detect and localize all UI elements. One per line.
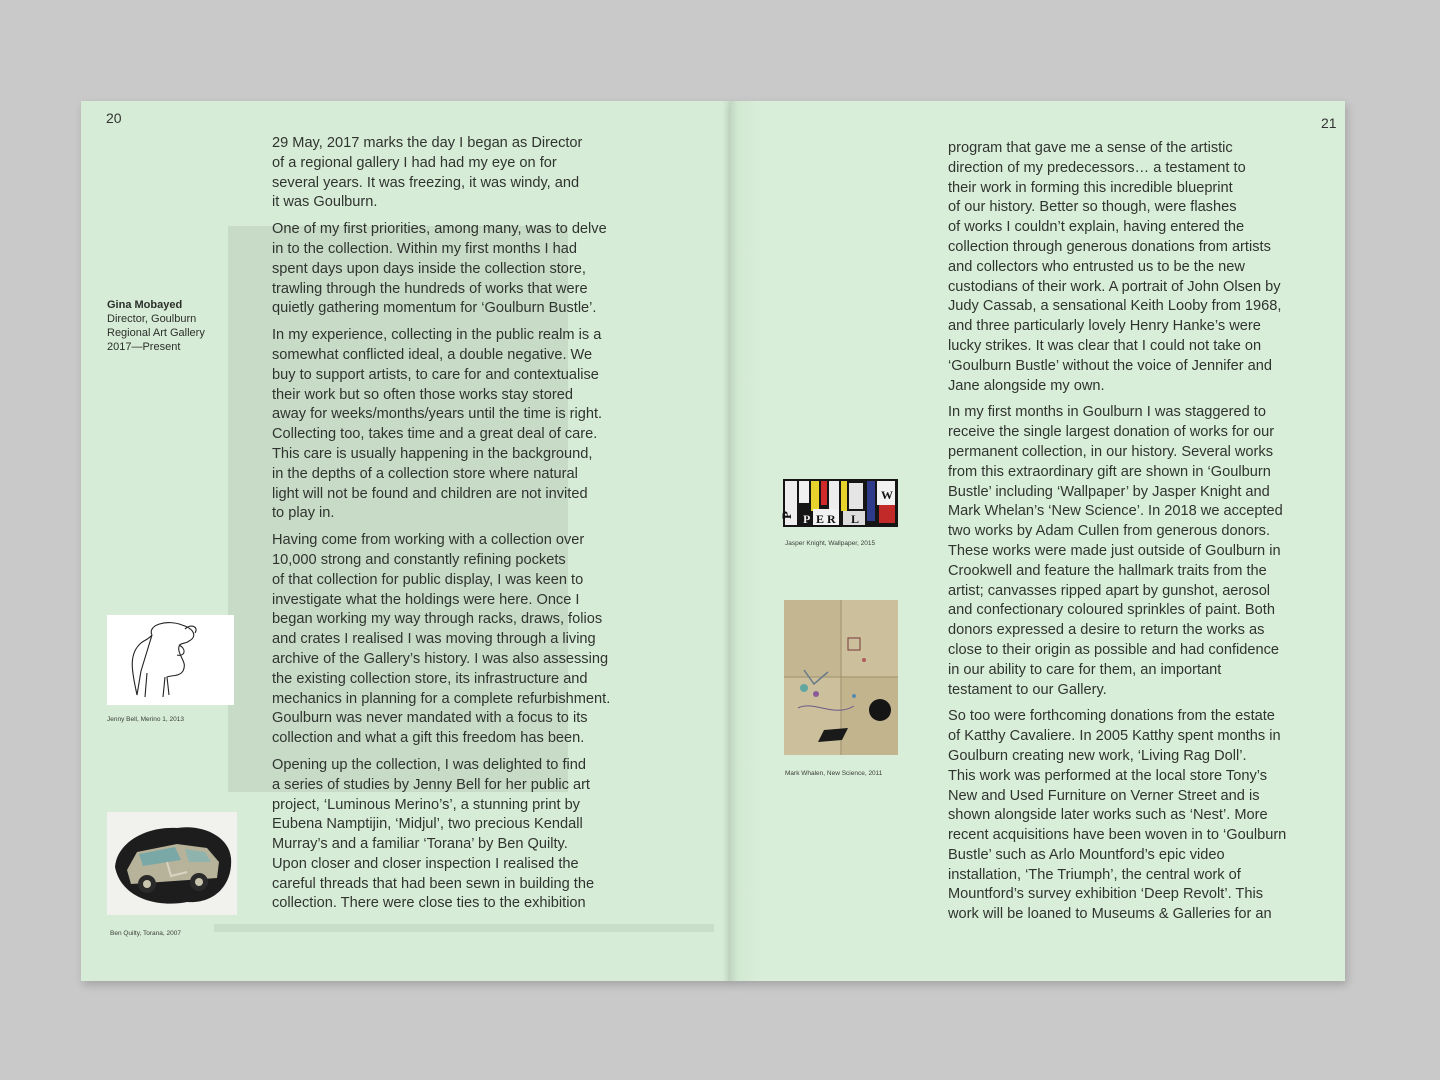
text-line: in our ability to care for them, an important [948, 661, 1222, 678]
caption-mark-whalen: Mark Whalen, New Science, 2011 [785, 770, 883, 777]
text-line: and collectors who entrusted us to be the new [948, 258, 1245, 275]
text-line: and confectionary coloured sprinkles of paint. Both [948, 602, 1275, 619]
text-line: to play in. [272, 505, 335, 522]
text-line: their work but so often those works stay stored [272, 386, 573, 403]
text-line: from this extraordinary gift are shown in ‘Goulburn [948, 463, 1271, 480]
text-line: Opening up the collection, I was delighted to find [272, 756, 586, 773]
text-line: ‘Goulburn Bustle’ without the voice of Jennifer and [948, 357, 1272, 374]
caption-ben-quilty: Ben Quilty, Torana, 2007 [110, 930, 181, 937]
body-paragraph [948, 707, 1328, 925]
text-line: of a regional gallery I had had my eye on for [272, 154, 557, 171]
text-line: Bustle’ including ‘Wallpaper’ by Jasper Knight and [948, 483, 1270, 500]
text-line: Jane alongside my own. [948, 377, 1105, 394]
text-line: buy to support artists, to care for and contextualise [272, 366, 599, 383]
right-body-text [948, 139, 1328, 932]
body-paragraph [272, 134, 652, 213]
body-paragraph [948, 139, 1328, 396]
text-line: Mountford’s survey exhibition ‘Deep Revolt’. This [948, 886, 1263, 903]
text-line: Upon closer and closer inspection I realised the [272, 855, 579, 872]
text-line: These works were made just outside of Goulburn in [948, 542, 1281, 559]
text-line: somewhat conflicted ideal, a double negative. We [272, 346, 593, 363]
text-line: quietly gathering momentum for ‘Goulburn Bustle’. [272, 300, 597, 317]
text-line: Having come from working with a collection over [272, 532, 585, 549]
page-number-left: 20 [106, 110, 122, 126]
text-line: close to their origin as possible and had confidence [948, 641, 1280, 658]
text-line: Collecting too, takes time and a great deal of care. [272, 426, 598, 443]
text-line: 10,000 strong and constantly refining pockets [272, 551, 566, 568]
text-line: installation, ‘The Triumph’, the central work of [948, 866, 1241, 883]
text-line: direction of my predecessors… a testament to [948, 159, 1246, 176]
text-line: receive the single largest donation of works for our [948, 424, 1275, 441]
text-line: Mark Whelan’s ‘New Science’. In 2018 we accepted [948, 503, 1283, 520]
text-line: One of my first priorities, among many, was to delve [272, 221, 607, 238]
svg-text:W: W [881, 488, 893, 502]
author-byline [107, 298, 247, 354]
text-line: mechanics in planning for a complete refurbishment. [272, 690, 611, 707]
text-line: Crookwell and feature the hallmark traits from the [948, 562, 1267, 579]
text-line: New and Used Furniture on Verner Street and is [948, 787, 1260, 804]
artwork-new-science [784, 600, 898, 755]
text-line: collection. There were close ties to the exhibition [272, 895, 586, 912]
text-line: Bustle’ such as Arlo Mountford’s epic video [948, 846, 1225, 863]
text-line: recent acquisitions have been woven in to ‘Goulburn [948, 827, 1287, 844]
left-body-text [272, 134, 652, 921]
text-line: Goulburn creating new work, ‘Living Rag Doll’. [948, 747, 1247, 764]
author-role-line: Regional Art Gallery [107, 327, 205, 339]
text-line: trawling through the hundreds of works that were [272, 280, 588, 297]
body-paragraph [272, 531, 652, 749]
body-paragraph [948, 403, 1328, 700]
text-line: began working my way through racks, draws, folios [272, 611, 603, 628]
text-line: of Katthy Cavaliere. In 2005 Katthy spent months in [948, 728, 1281, 745]
text-line: the existing collection store, its infrastructure and [272, 670, 588, 687]
text-line: 29 May, 2017 marks the day I began as Director [272, 135, 583, 151]
text-line: several years. It was freezing, it was windy, and [272, 174, 580, 191]
artwork-sheep-drawing [107, 615, 234, 705]
body-paragraph [272, 756, 652, 914]
text-line: collection and what a gift this freedom has been. [272, 730, 585, 747]
text-line: it was Goulburn. [272, 194, 378, 211]
text-line: two works by Adam Cullen from generous donors. [948, 523, 1271, 540]
text-line: This work was performed at the local store Tony’s [948, 767, 1268, 784]
text-line: away for weeks/months/years until the time is right. [272, 406, 603, 423]
text-line: In my experience, collecting in the public realm is a [272, 327, 602, 344]
text-line: in the depths of a collection store where natural [272, 465, 578, 482]
text-line: shown alongside later works such as ‘Nest’. More [948, 807, 1268, 824]
svg-text:R: R [827, 512, 836, 526]
svg-text:P: P [803, 512, 811, 526]
car-painting [107, 812, 237, 915]
text-line: Eubena Namptijin, ‘Midjul’, two precious Kendall [272, 816, 583, 833]
author-role-line: 2017—Present [107, 341, 181, 353]
text-line: artist; canvasses ripped apart by gunshot, aerosol [948, 582, 1271, 599]
text-line: and three particularly lovely Henry Hanke’s were [948, 318, 1261, 335]
text-line: investigate what the holdings were here. Once I [272, 591, 580, 608]
text-line: in to the collection. Within my first months I had [272, 240, 577, 257]
text-line: program that gave me a sense of the artistic [948, 140, 1233, 156]
text-line: Judy Cassab, a sensational Keith Looby from 1968, [948, 298, 1282, 315]
text-line: donors expressed a desire to return the works as [948, 622, 1265, 639]
text-line: lucky strikes. It was clear that I could not take on [948, 337, 1262, 354]
text-line: a series of studies by Jenny Bell for her public art [272, 776, 590, 793]
page-number-right: 21 [1321, 115, 1337, 131]
text-line: In my first months in Goulburn I was staggered to [948, 404, 1266, 421]
svg-text:P: P [779, 511, 794, 519]
author-name: Gina Mobayed [107, 299, 183, 311]
artwork-wallpaper [779, 479, 898, 527]
caption-jenny-bell: Jenny Bell, Merino 1, 2013 [107, 716, 184, 723]
new-science-painting [784, 600, 898, 755]
page-gutter [722, 101, 738, 981]
text-line: and crates I realised I was moving through a living [272, 631, 596, 648]
svg-text:L: L [851, 512, 860, 526]
text-line: of our history. Better so though, were flashes [948, 199, 1237, 216]
text-line: Murray’s and a familiar ‘Torana’ by Ben Quilty. [272, 836, 568, 853]
text-line: This care is usually happening in the background, [272, 445, 593, 462]
body-paragraph [272, 220, 652, 319]
text-line: work will be loaned to Museums & Galleries for an [948, 906, 1272, 923]
svg-text:E: E [816, 512, 825, 526]
text-line: So too were forthcoming donations from the estate [948, 708, 1275, 725]
text-line: of works I couldn’t explain, having entered the [948, 219, 1245, 236]
artwork-torana-painting [107, 812, 237, 915]
text-line: permanent collection, in our history. Several works [948, 443, 1273, 460]
sheep-line-drawing [107, 615, 234, 705]
text-line: light will not be found and children are not invited [272, 485, 588, 502]
text-line: archive of the Gallery’s history. I was also assessing [272, 650, 609, 667]
caption-jasper-knight: Jasper Knight, Wallpaper, 2015 [785, 540, 876, 547]
wallpaper-collage [779, 479, 898, 527]
text-line: collection through generous donations from artists [948, 238, 1271, 255]
text-line: their work in forming this incredible blueprint [948, 179, 1233, 196]
text-line: of that collection for public display, I was keen to [272, 571, 584, 588]
text-line: careful threads that had been sewn in building the [272, 875, 595, 892]
text-line: project, ‘Luminous Merino’s’, a stunning print by [272, 796, 580, 813]
body-paragraph [272, 326, 652, 524]
text-line: Goulburn was never mandated with a focus to its [272, 710, 588, 727]
text-line: testament to our Gallery. [948, 681, 1107, 698]
text-line: custodians of their work. A portrait of John Olsen by [948, 278, 1281, 295]
author-role-line: Director, Goulburn [107, 313, 197, 325]
text-line: spent days upon days inside the collection store, [272, 260, 586, 277]
show-through-line [214, 924, 714, 932]
